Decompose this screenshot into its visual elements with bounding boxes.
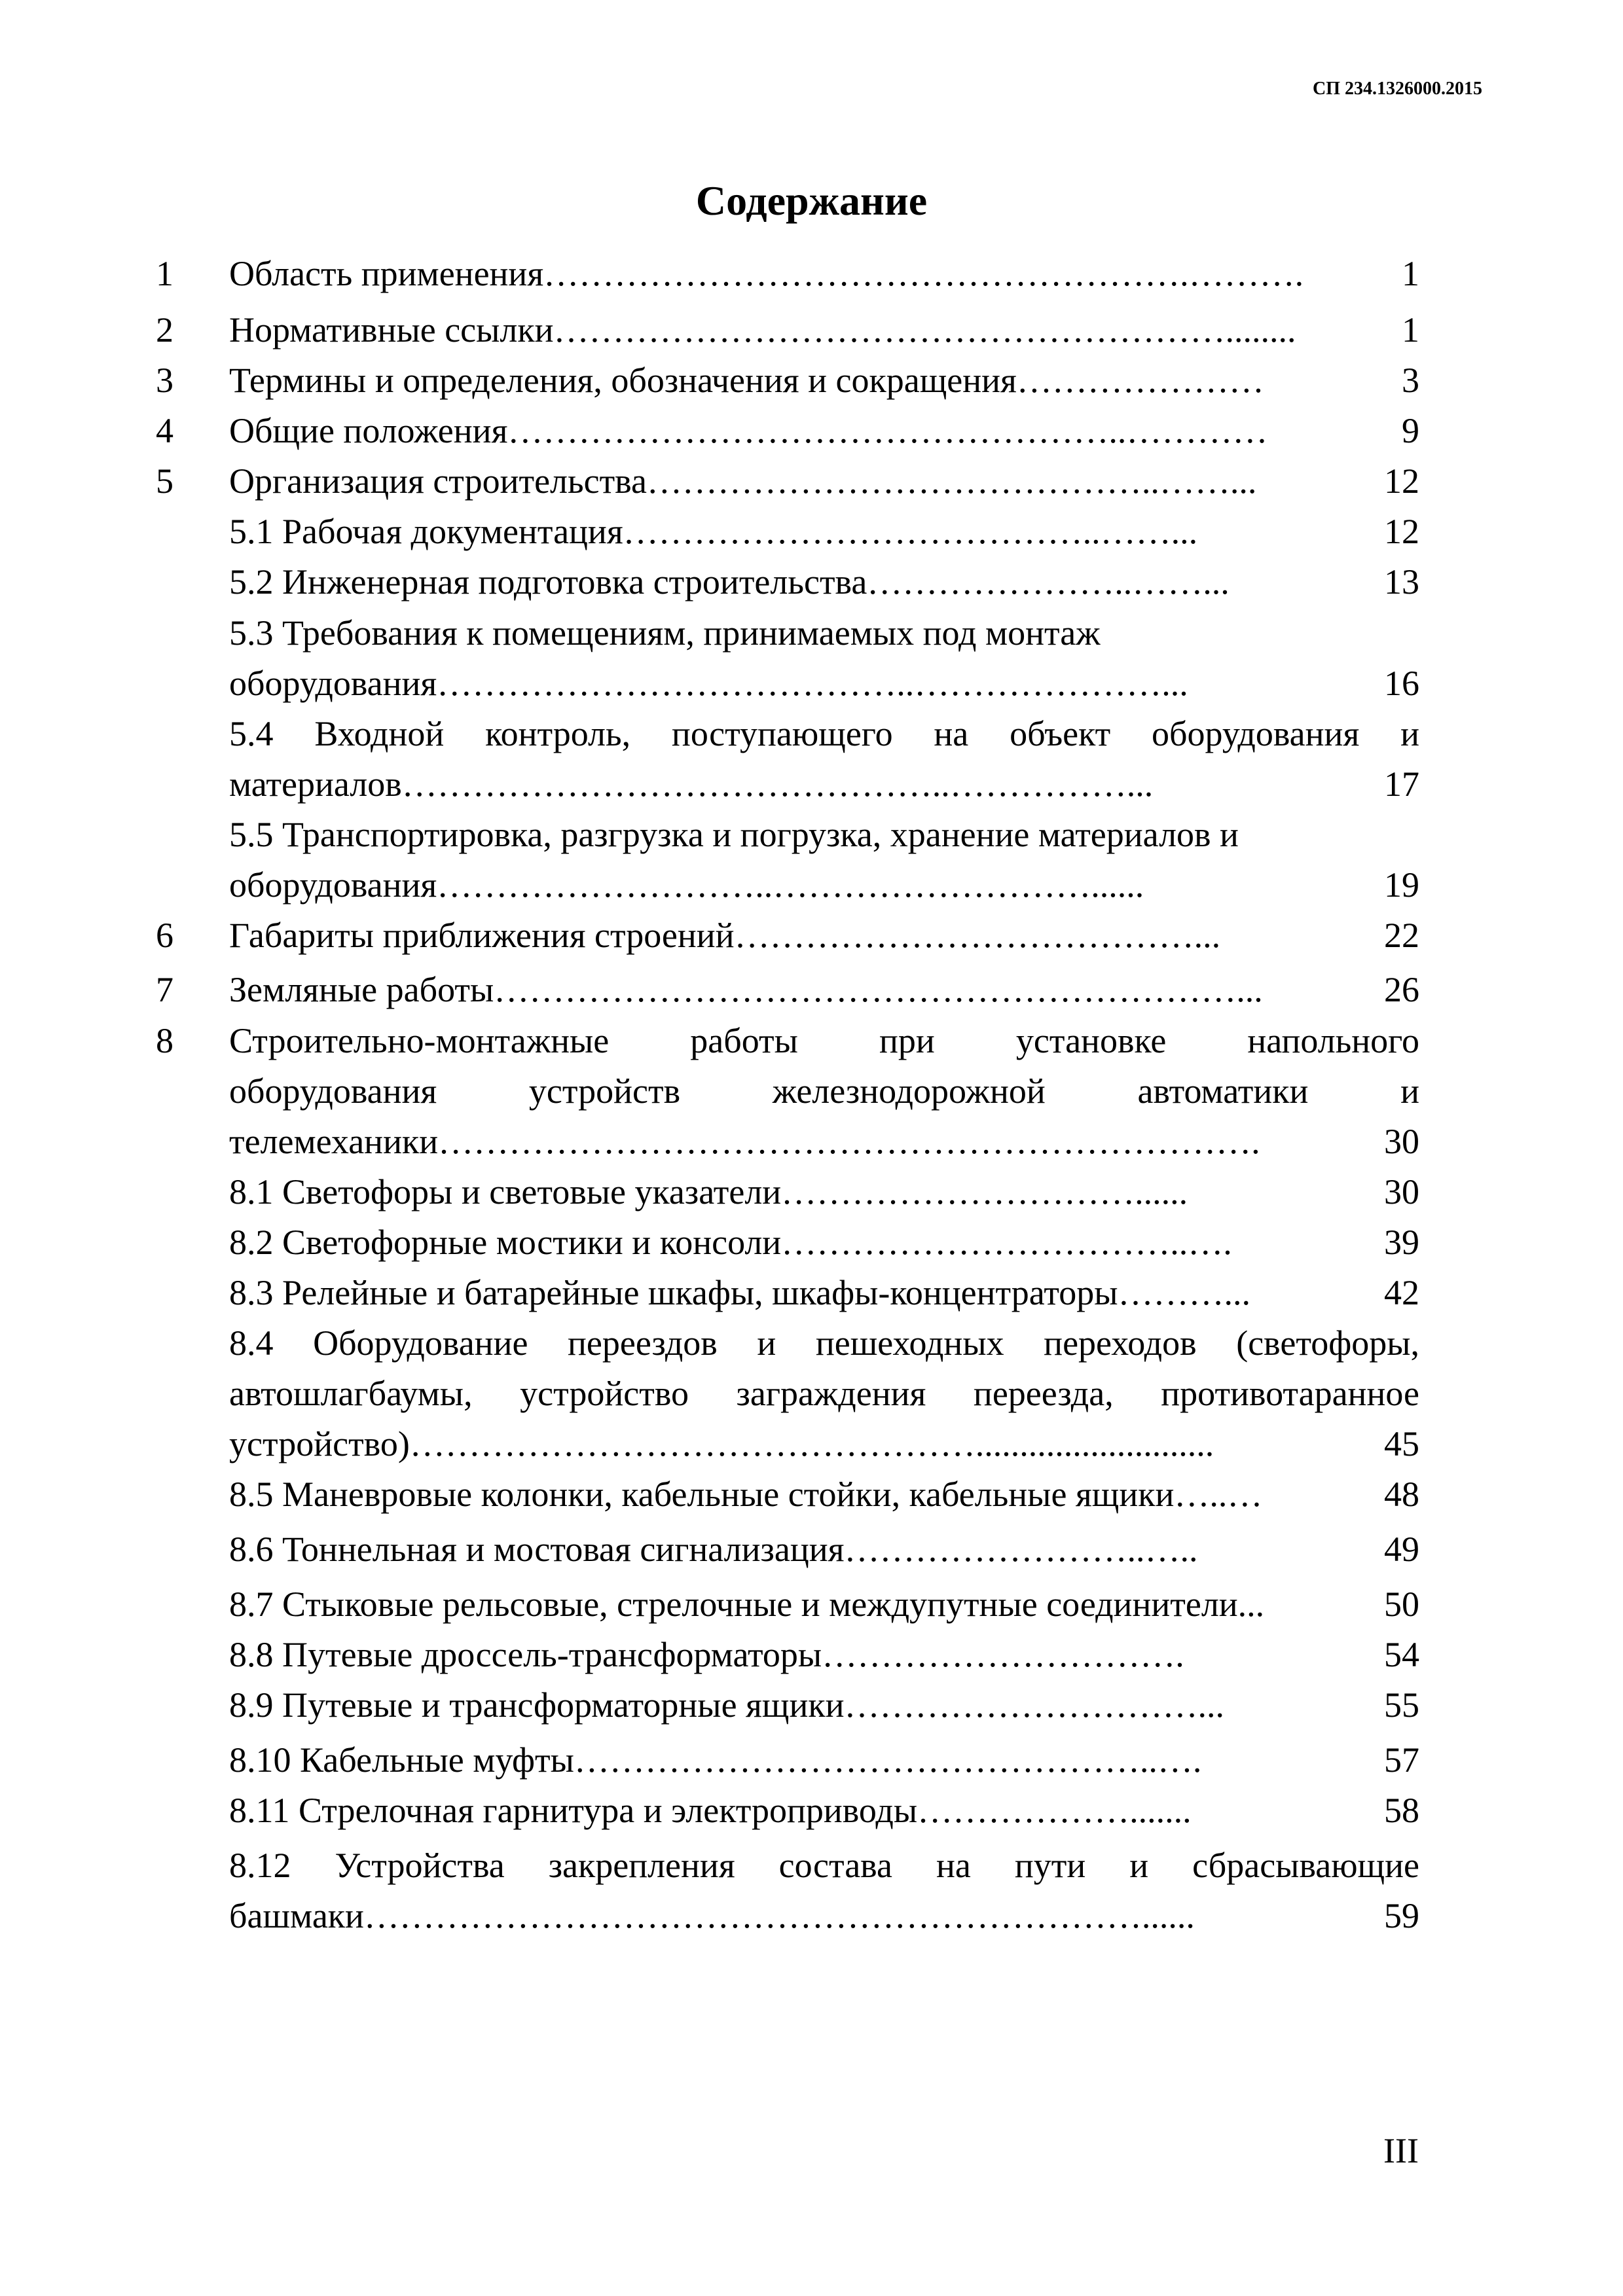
toc-entry-text: устройство)…………………………………………...........................: [229, 1424, 1214, 1463]
toc-entry-page: 58: [1384, 1791, 1419, 1830]
toc-entry-text: 8.8 Путевые дроссель-трансформаторы………………………….: [229, 1635, 1184, 1674]
toc-subentry: [156, 709, 1419, 759]
toc-entry-number: 3: [156, 361, 173, 400]
toc-entry-text: 8.3 Релейные и батарейные шкафы, шкафы-концентраторы………...: [229, 1273, 1251, 1312]
toc-entry-number: 6: [156, 916, 173, 955]
toc-entry-page: 12: [1384, 461, 1419, 501]
toc-subentry: [156, 1735, 1419, 1785]
toc-subentry: [156, 1630, 1419, 1679]
toc-entry-text: 8.4 Оборудование переездов и пешеходных переходов (светофоры,: [229, 1323, 1419, 1363]
toc-entry-page: 59: [1384, 1896, 1419, 1935]
toc-subentry: [156, 1217, 1419, 1267]
toc-entry-text: Общие положения……………………………………………..…………: [229, 411, 1268, 450]
toc-subentry: [156, 608, 1419, 658]
toc-entry-text: оборудования………………………..………………………......: [229, 865, 1144, 905]
toc-entry-page: 12: [1384, 512, 1419, 551]
toc-entry-text: 8.1 Светофоры и световые указатели…………………………......: [229, 1172, 1188, 1211]
toc-entry-page: 45: [1384, 1424, 1419, 1463]
toc-entry-text: Организация строительства……………………………………..……...: [229, 461, 1257, 501]
toc-entry: [156, 249, 1419, 298]
toc-entry-page: 22: [1384, 916, 1419, 955]
toc-entry-text: башмаки…………………………………………………………......: [229, 1896, 1195, 1935]
toc-entry-text: 5.3 Требования к помещениям, принимаемых под монтаж: [229, 613, 1101, 653]
toc-subentry: [156, 1167, 1419, 1217]
toc-entry-continuation: [156, 1117, 1419, 1166]
toc-subentry: [156, 1680, 1419, 1730]
toc-subentry: [156, 1840, 1419, 1890]
toc-subentry: [156, 1318, 1419, 1368]
toc-entry-page: 16: [1384, 664, 1419, 703]
toc-entry-number: 2: [156, 310, 173, 350]
toc-entry-text: Земляные работы………………………………………………………...: [229, 970, 1263, 1009]
toc-entry-text: 8.6 Тоннельная и мостовая сигнализация……………………..…..: [229, 1530, 1198, 1569]
document-code: СП 234.1326000.2015: [1313, 79, 1482, 99]
toc-subentry: [156, 1579, 1419, 1629]
toc-entry-page: 49: [1384, 1530, 1419, 1569]
toc-entry-text: Габариты приближения строений…………………………………...: [229, 916, 1221, 955]
toc-entry: [156, 965, 1419, 1014]
toc-entry-page: 26: [1384, 970, 1419, 1009]
toc-entry-text: 8.12 Устройства закрепления состава на пути и сбрасывающие: [229, 1846, 1419, 1885]
toc-entry: [156, 456, 1419, 506]
toc-entry-text: автошлагбаумы, устройство заграждения переезда, противотаранное: [229, 1374, 1419, 1413]
toc-entry-number: 8: [156, 1021, 173, 1060]
toc-entry-text: Нормативные ссылки…………………………………………………........: [229, 310, 1296, 350]
toc-subentry: [156, 1469, 1419, 1519]
toc-subentry-continuation: [156, 1891, 1419, 1941]
toc-entry-page: 1: [1402, 254, 1419, 293]
toc-subentry-continuation: [156, 658, 1419, 708]
toc-entry-page: 42: [1384, 1273, 1419, 1312]
toc-entry-page: 19: [1384, 865, 1419, 905]
toc-entry-text: 8.11 Стрелочная гарнитура и электроприводы……………….......: [229, 1791, 1192, 1830]
toc-entry-page: 57: [1384, 1740, 1419, 1780]
toc-entry-page: 9: [1402, 411, 1419, 450]
toc-subentry: [156, 507, 1419, 556]
toc-entry: [156, 355, 1419, 405]
toc-entry-page: 30: [1384, 1122, 1419, 1161]
toc-subentry: [156, 1268, 1419, 1318]
toc-subentry-continuation: [156, 860, 1419, 910]
toc-entry-text: материалов………………………………………..……………...: [229, 764, 1154, 804]
toc-entry-text: 8.2 Светофорные мостики и консоли……………………………..….: [229, 1223, 1232, 1262]
toc-entry-text: Термины и определения, обозначения и сокращения…………………: [229, 361, 1264, 400]
toc-subentry-continuation: [156, 759, 1419, 809]
toc-subentry: [156, 557, 1419, 607]
toc-entry-page: 13: [1384, 562, 1419, 601]
toc-entry-text: 8.7 Стыковые рельсовые, стрелочные и междупутные соединители...: [229, 1585, 1265, 1624]
toc-entry-text: Строительно-монтажные работы при установке напольного: [229, 1021, 1419, 1060]
toc-entry-page: 39: [1384, 1223, 1419, 1262]
toc-entry-page: 30: [1384, 1172, 1419, 1211]
toc-entry-number: 1: [156, 254, 173, 293]
toc-entry-text: оборудования устройств железнодорожной автоматики и: [229, 1071, 1419, 1111]
page-number: III: [1383, 2131, 1419, 2170]
toc-subentry-continuation: [156, 1369, 1419, 1418]
toc-entry-text: 8.9 Путевые и трансформаторные ящики…………………………...: [229, 1685, 1224, 1725]
toc-entry-page: 50: [1384, 1585, 1419, 1624]
toc-entry-text: 5.1 Рабочая документация…………………………………..……...: [229, 512, 1198, 551]
toc-entry-text: телемеханики…………………………………………………………….: [229, 1122, 1260, 1161]
toc-entry-number: 7: [156, 970, 173, 1009]
toc-subentry: [156, 810, 1419, 859]
toc-entry-text: 5.2 Инженерная подготовка строительства…………………..……...: [229, 562, 1230, 601]
toc-entry-page: 3: [1402, 361, 1419, 400]
toc-entry: [156, 1016, 1419, 1066]
toc-entry-text: 5.4 Входной контроль, поступающего на объект оборудования и: [229, 714, 1419, 753]
toc-entry-number: 5: [156, 461, 173, 501]
toc-entry-text: 8.5 Маневровые колонки, кабельные стойки, кабельные ящики…..…: [229, 1475, 1263, 1514]
toc-entry: [156, 406, 1419, 456]
page-title: Содержание: [695, 177, 928, 224]
toc-entry-text: 5.5 Транспортировка, разгрузка и погрузка, хранение материалов и: [229, 815, 1239, 854]
toc-subentry-continuation: [156, 1419, 1419, 1469]
toc-entry-page: 54: [1384, 1635, 1419, 1674]
toc-entry-text: оборудования…………………………………..…………………...: [229, 664, 1188, 703]
toc-subentry: [156, 1785, 1419, 1835]
toc-entry-page: 48: [1384, 1475, 1419, 1514]
toc-entry-page: 17: [1384, 764, 1419, 804]
toc-entry-number: 4: [156, 411, 173, 450]
toc-entry-continuation: [156, 1066, 1419, 1116]
toc-entry-text: Область применения……………………………………………….……….: [229, 254, 1304, 293]
toc-entry-text: 8.10 Кабельные муфты…………………………………………..….: [229, 1740, 1202, 1780]
toc-entry-page: 1: [1402, 310, 1419, 350]
toc-entry: [156, 305, 1419, 355]
toc-entry-page: 55: [1384, 1685, 1419, 1725]
toc-subentry: [156, 1524, 1419, 1574]
toc-entry: [156, 910, 1419, 960]
